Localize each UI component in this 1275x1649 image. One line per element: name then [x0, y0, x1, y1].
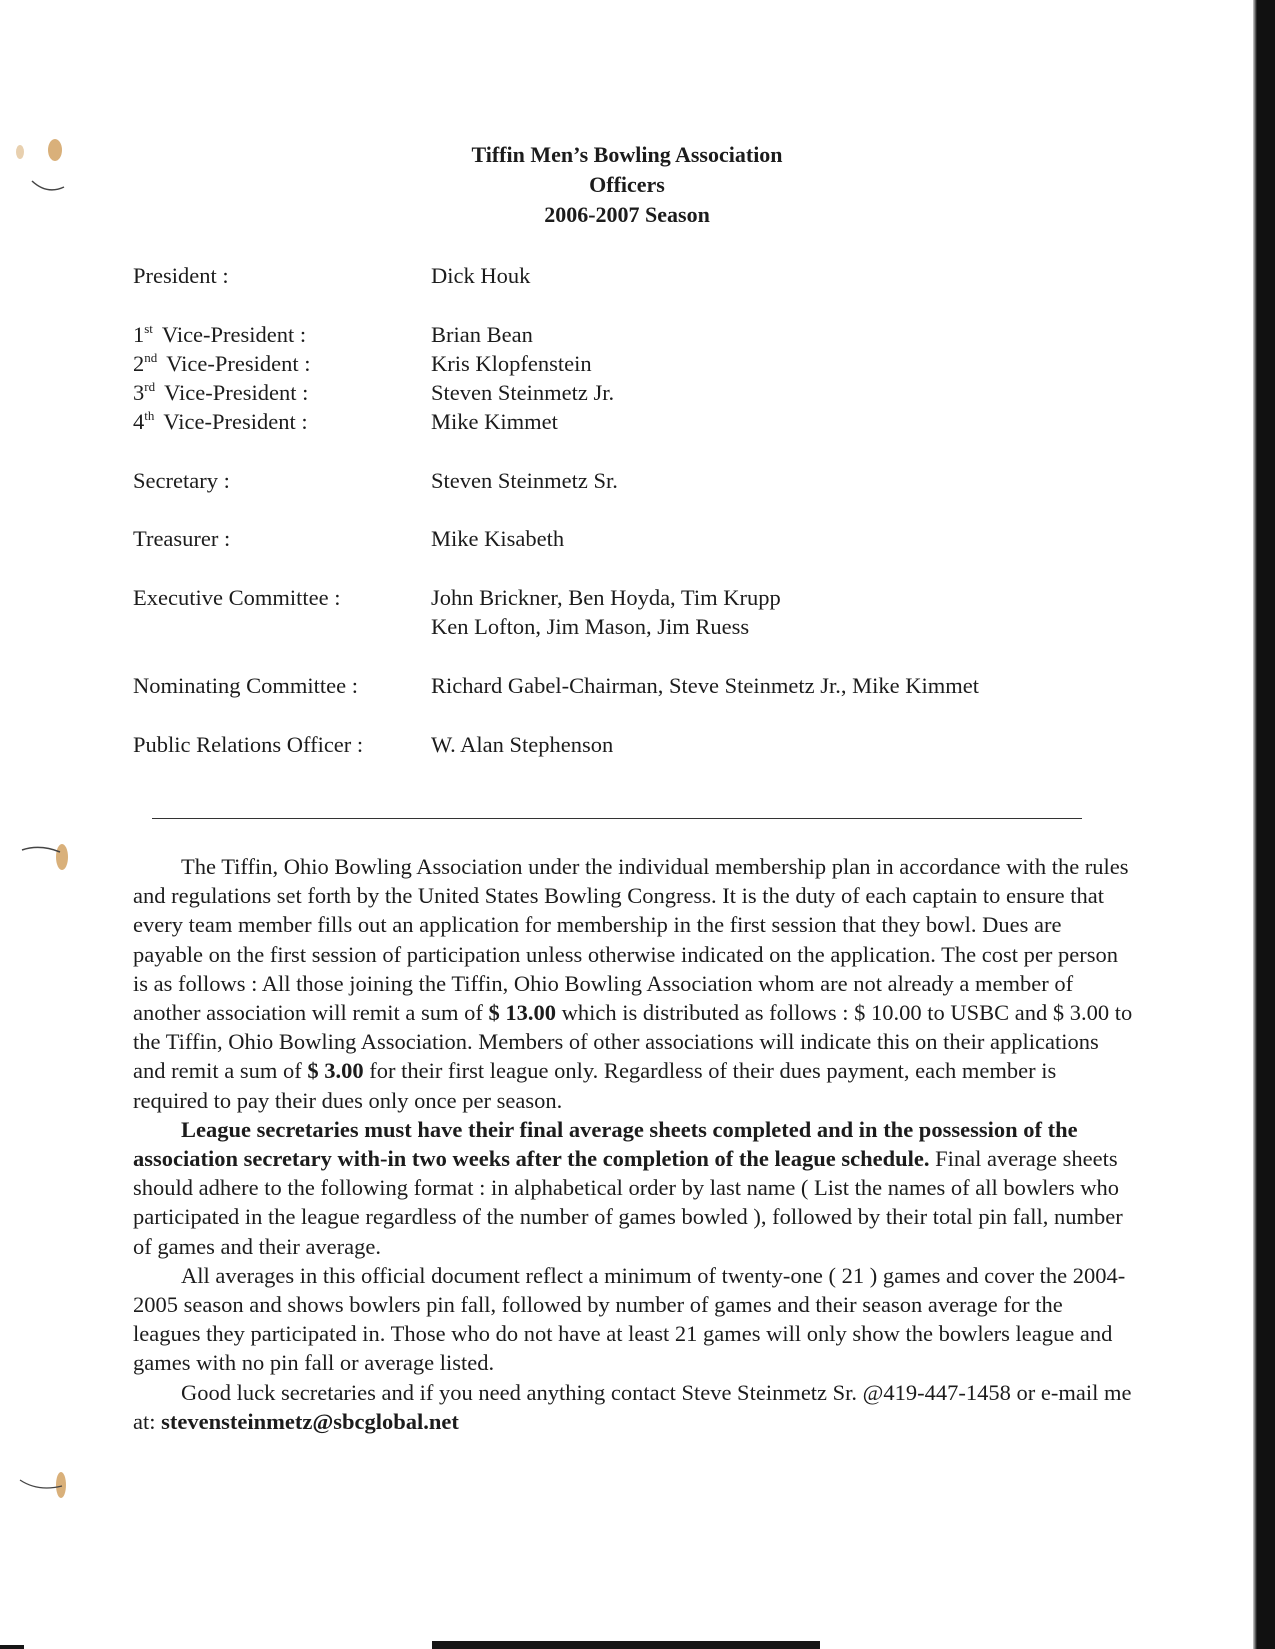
paragraph-averages: All averages in this official document reflect a minimum of twenty-one ( 21 ) games and cover the 2004-2005 season and shows bowlers pin fall, followed by number of games and their season average for the leagues they participated in. Those who do not have at least 21 games will only show the bowlers league and games with no pin fall or average listed. [133, 1262, 1126, 1376]
document-header [0, 140, 1254, 230]
president-label: President : [133, 263, 229, 288]
punch-hole-mark-bottom [12, 1458, 70, 1518]
vp1-label: 1st Vice-President : [133, 321, 307, 347]
paragraph-average-sheets: League secretaries must have their final average sheets completed and in the possession of the association secretary with-in two weeks after the completion of the league schedule. Final average sheets should adhere to the following format : in alphabetical order by last name ( List the names of all bowlers who participated in the league regardless of the number of games bowled ), followed by their total pin fall, number of games and their average. [133, 1116, 1123, 1259]
contact-email: stevensteinmetz@sbcglobal.net [161, 1408, 459, 1434]
vp4-value: Mike Kimmet [431, 409, 558, 434]
public-relations-label: Public Relations Officer : [133, 732, 364, 757]
amount-3: $ 3.00 [307, 1058, 364, 1084]
executive-committee-label: Executive Committee : [133, 585, 341, 610]
amount-13: $ 13.00 [488, 1000, 557, 1026]
scan-page-edge [1253, 0, 1275, 1649]
president-value: Dick Houk [431, 263, 531, 288]
document-title: Tiffin Men’s Bowling Association [471, 142, 783, 167]
vp2-label: 2nd Vice-President : [133, 350, 311, 376]
vp2-value: Kris Klopfenstein [431, 351, 592, 376]
secretary-value: Steven Steinmetz Sr. [431, 468, 618, 493]
paragraph-membership: The Tiffin, Ohio Bowling Association under the individual membership plan in accordance with the rules and regulations set forth by the United States Bowling Congress. It is the duty of each captain to ensure that every team member fills out an application for membership in the first session that they bowl. Dues are payable on the first session of participation unless otherwise indicated on the application. The cost per person is as follows : All those joining the Tiffin, Ohio Bowling Association whom are not already a member of another association will remit a sum of $ 13.00 which is distributed as follows : $ 10.00 to USBC and $ 3.00 to the Tiffin, Ohio Bowling Association. Members of other associations will indicate this on their applications and remit a sum of $ 3.00 for their first league only. Regardless of their dues payment, each member is required to pay their dues only once per season. [133, 854, 1133, 1113]
nominating-committee-label: Nominating Committee : [133, 673, 358, 698]
average-sheets-notice: League secretaries must have their final average sheets completed and in the possession of the association secretary with-in two weeks after the completion of the league schedule. [133, 1116, 1078, 1172]
document-subtitle: Officers [589, 172, 665, 197]
paragraph-contact: Good luck secretaries and if you need anything contact Steve Steinmetz Sr. @419-447-1458 or e-mail me at: stevensteinmetz@sbcglobal.net [133, 1379, 1132, 1434]
scan-bottom-shadow-left [0, 1645, 24, 1649]
nominating-committee-value: Richard Gabel-Chairman, Steve Steinmetz Jr., Mike Kimmet [431, 673, 979, 698]
section-divider [152, 818, 1082, 819]
scan-bottom-shadow [432, 1641, 820, 1649]
season-title: 2006-2007 Season [544, 202, 710, 227]
executive-committee-value-line2: Ken Lofton, Jim Mason, Jim Ruess [431, 614, 750, 639]
vp3-label: 3rd Vice-President : [133, 379, 309, 405]
public-relations-value: W. Alan Stephenson [431, 732, 614, 757]
body-text [133, 852, 1133, 1436]
vp4-label: 4th Vice-President : [133, 408, 308, 434]
treasurer-value: Mike Kisabeth [431, 526, 565, 551]
secretary-label: Secretary : [133, 468, 230, 493]
punch-hole-mark-middle [12, 832, 70, 892]
vp3-value: Steven Steinmetz Jr. [431, 380, 615, 405]
executive-committee-value-line1: John Brickner, Ben Hoyda, Tim Krupp [431, 585, 781, 610]
vp1-value: Brian Bean [431, 322, 533, 347]
treasurer-label: Treasurer : [133, 526, 231, 551]
